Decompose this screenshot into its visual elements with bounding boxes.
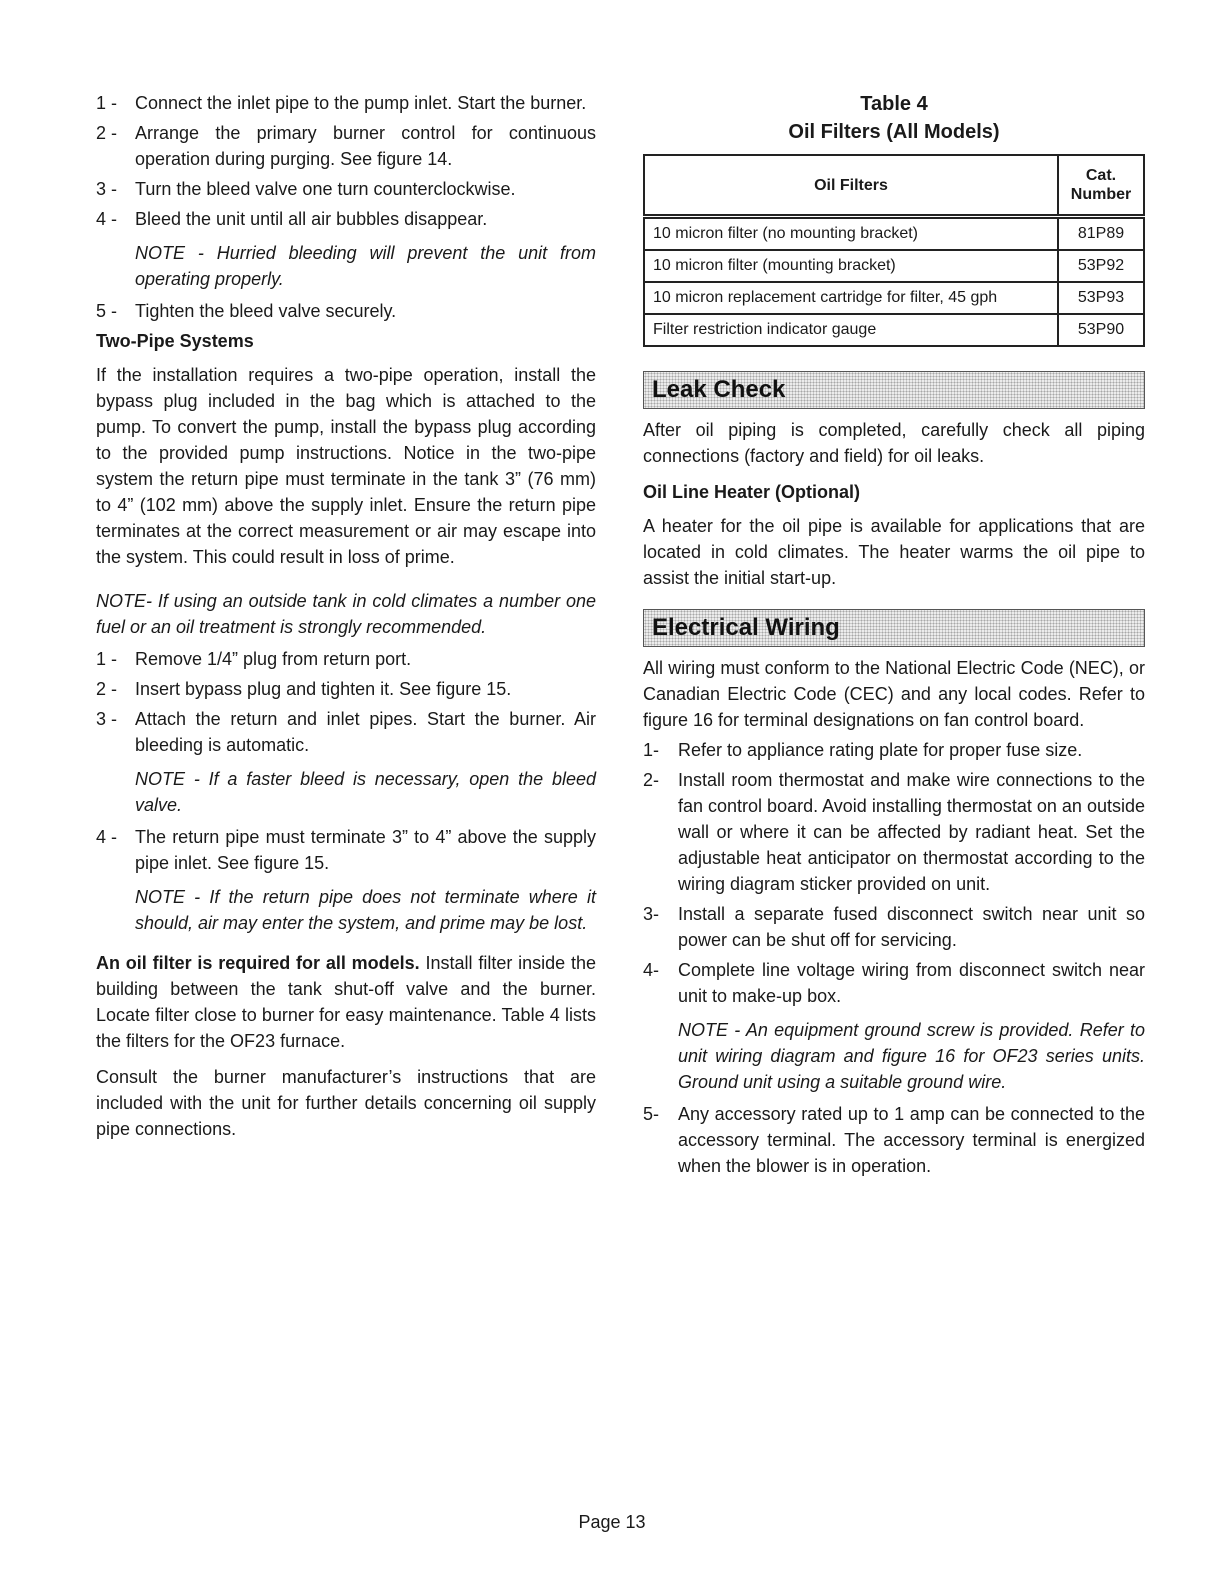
right-column (643, 90, 1145, 1183)
list-item: 4 - The return pipe must terminate 3” to 4” above the supply pipe inlet. See figure 15. (96, 827, 596, 873)
note-hurried-bleeding: NOTE - Hurried bleeding will prevent the unit from operating properly. (135, 243, 596, 289)
table-row (644, 314, 1144, 346)
list-item: 1- Refer to appliance rating plate for proper fuse size. (643, 740, 1083, 760)
list-item: 3 - Attach the return and inlet pipes. Start the burner. Air bleeding is automatic. (96, 709, 596, 755)
filter-description: 10 micron replacement cartridge for filter, 45 gph (644, 282, 1058, 314)
two-pipe-paragraph: If the installation requires a two-pipe operation, install the bypass plug included in the bag which is attached to the pump. To convert the pump, install the bypass plug according to the provided pump instructions. Notice in the two-pipe system the return pipe must terminate in the tank 3” (76 mm) to 4” (102 mm) above the supply inlet. Ensure the return pipe terminates at the correct measurement or air may escape into the system. This could result in loss of prime. (96, 365, 596, 567)
filter-description: Filter restriction indicator gauge (644, 314, 1058, 346)
table-title-number: Table 4 (860, 93, 928, 115)
table-row (644, 250, 1144, 282)
filter-description: 10 micron filter (no mounting bracket) (644, 217, 1058, 251)
table-row (644, 217, 1144, 251)
list-item: 2 - Insert bypass plug and tighten it. See figure 15. (96, 679, 512, 699)
list-item: 3- Install a separate fused disconnect switch near unit so power can be shut off for servicing. (643, 904, 1145, 950)
list-item: 3 - Turn the bleed valve one turn counterclockwise. (96, 179, 516, 199)
oil-filter-bold: An oil filter is required for all models. (96, 953, 420, 973)
note-outside-tank: NOTE- If using an outside tank in cold climates a number one fuel or an oil treatment is strongly recommended. (96, 591, 596, 637)
cat-number: 53P90 (1058, 314, 1144, 346)
list-item: 1 - Remove 1/4” plug from return port. (96, 649, 412, 669)
oil-line-heater-paragraph: A heater for the oil pipe is available for applications that are located in cold climates. The heater warms the oil pipe to assist the initial start-up. (643, 516, 1145, 588)
cat-number: 53P92 (1058, 250, 1144, 282)
table-title (643, 90, 1145, 146)
note-ground-screw: NOTE - An equipment ground screw is provided. Refer to unit wiring diagram and figure 16 for OF23 series units. Ground unit using a suitable ground wire. (678, 1020, 1145, 1092)
table-header-row (644, 155, 1144, 217)
electrical-wiring-paragraph: All wiring must conform to the National Electric Code (NEC), or Canadian Electric Code (CEC) and any local codes. Refer to figure 16 for terminal designations on fan control board. (643, 658, 1145, 730)
list-item: 2 - Arrange the primary burner control for continuous operation during purging. See figure 14. (96, 123, 596, 169)
two-pipe-heading: Two-Pipe Systems (96, 331, 254, 351)
list-item: 5 - Tighten the bleed valve securely. (96, 301, 397, 321)
page-number: Page 13 (578, 1512, 646, 1532)
consult-paragraph: Consult the burner manufacturer’s instructions that are included with the unit for further details concerning oil supply pipe connections. (96, 1067, 596, 1139)
leak-check-paragraph: After oil piping is completed, carefully check all piping connections (factory and field) for oil leaks. (643, 420, 1145, 466)
list-item: 4- Complete line voltage wiring from disconnect switch near unit to make-up box. (643, 960, 1145, 1006)
filter-description: 10 micron filter (mounting bracket) (644, 250, 1058, 282)
header-oil-filters: Oil Filters (644, 155, 1058, 217)
table-title-caption: Oil Filters (All Models) (788, 121, 1000, 143)
list-item: 2- Install room thermostat and make wire connections to the fan control board. Avoid installing thermostat on an outside wall or where it can be affected by radiant heat. Set the adjustable heat anticipator on thermostat according to the wiring diagram sticker provided on unit. (643, 770, 1145, 894)
oil-filter-rest: Install filter inside the building between the tank shut-off valve and the burner. Locate filter close to burner for easy maintenance. Table 4 lists the filters for the OF23 furnace. (96, 953, 596, 1051)
list-item: 5- Any accessory rated up to 1 amp can be connected to the accessory terminal. The accessory terminal is energized when the blower is in operation. (643, 1104, 1145, 1176)
note-faster-bleed: NOTE - If a faster bleed is necessary, open the bleed valve. (135, 769, 596, 815)
note-return-pipe: NOTE - If the return pipe does not terminate where it should, air may enter the system, and prime may be lost. (135, 887, 596, 933)
oil-filters-table (643, 154, 1145, 347)
oil-line-heater-heading: Oil Line Heater (Optional) (643, 482, 861, 502)
electrical-wiring-banner: Electrical Wiring (643, 609, 1145, 647)
list-item: 1 - Connect the inlet pipe to the pump inlet. Start the burner. (96, 93, 587, 113)
list-item: 4 - Bleed the unit until all air bubbles disappear. (96, 209, 488, 229)
left-column (96, 90, 596, 1152)
cat-number: 81P89 (1058, 217, 1144, 251)
cat-number: 53P93 (1058, 282, 1144, 314)
header-cat-number: Cat. Number (1058, 155, 1144, 217)
leak-check-banner: Leak Check (643, 371, 1145, 409)
table-row (644, 282, 1144, 314)
oil-filter-paragraph (96, 950, 596, 1054)
